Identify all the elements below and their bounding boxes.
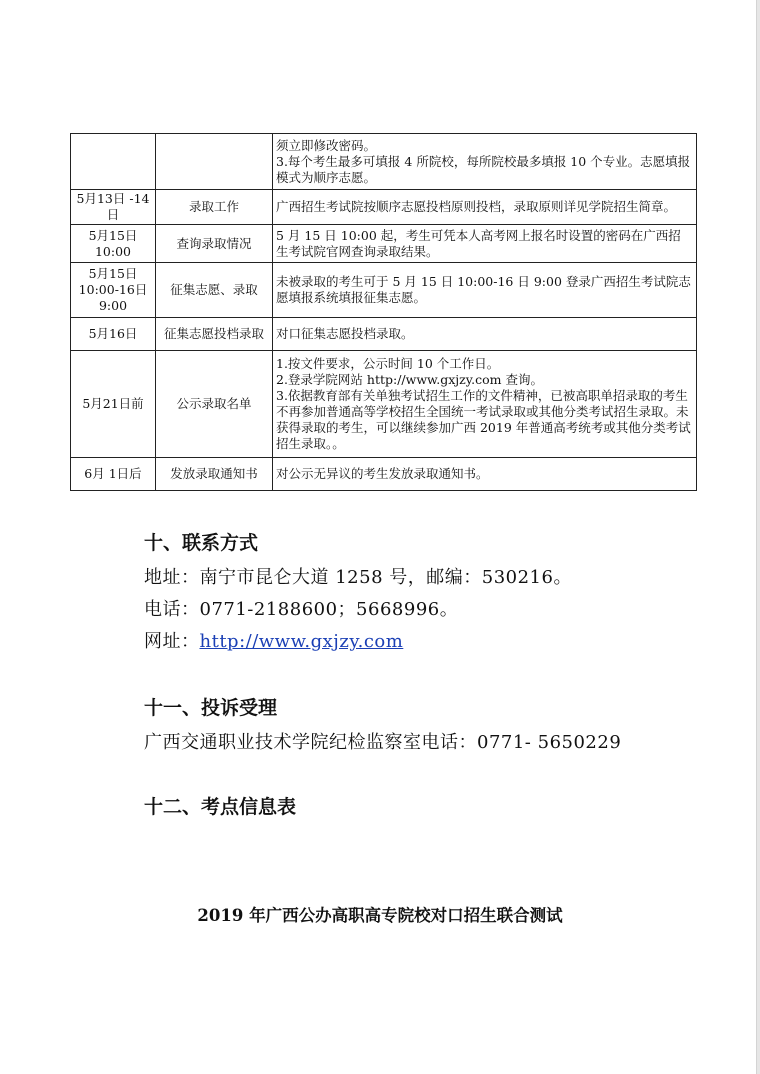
table-row	[71, 225, 697, 263]
date-cell: 5月15日 10:00	[71, 225, 156, 263]
description-line: 广西招生考试院按顺序志愿投档原则投档，录取原则详见学院招生简章。	[276, 199, 677, 214]
item-cell: 发放录取通知书	[156, 458, 273, 491]
item-cell: 查询录取情况	[156, 225, 273, 263]
complaint-heading: 十一、投诉受理	[144, 697, 278, 719]
complaint-text: 广西交通职业技术学院纪检监察室电话：0771- 5650229	[144, 732, 622, 753]
item-cell	[156, 134, 273, 190]
item-cell: 公示录取名单	[156, 351, 273, 458]
table-row	[71, 134, 697, 190]
description-line: 3.每个考生最多可填报 4 所院校，每所院校最多填报 10 个专业。志愿填报模式为顺序志愿。	[276, 153, 691, 185]
date-cell: 5月16日	[71, 318, 156, 351]
description-line: 1.按文件要求，公示时间 10 个工作日。	[276, 356, 500, 371]
date-cell: 5月15日 10:00-16日 9:00	[71, 263, 156, 318]
date-cell: 5月21日前	[71, 351, 156, 458]
admission-schedule-table	[70, 133, 697, 491]
description-cell	[273, 458, 697, 491]
date-cell	[71, 134, 156, 190]
description-cell	[273, 225, 697, 263]
description-line: 对公示无异议的考生发放录取通知书。	[276, 466, 489, 481]
description-cell	[273, 318, 697, 351]
exam-info-heading: 十二、考点信息表	[144, 796, 297, 818]
item-cell: 征集志愿投档录取	[156, 318, 273, 351]
description-line: 须立即修改密码。	[276, 137, 377, 153]
contact-address: 地址：南宁市昆仑大道 1258 号，邮编：530216。	[144, 567, 572, 588]
website-link[interactable]: http://www.gxjzy.com	[199, 631, 404, 652]
description-line: 2.登录学院网站 http://www.gxjzy.com 查询。	[276, 372, 543, 387]
description-cell	[273, 190, 697, 225]
description-cell	[273, 263, 697, 318]
table-row	[71, 318, 697, 351]
contact-website	[144, 627, 403, 653]
contact-heading: 十、联系方式	[144, 532, 259, 554]
description-cell	[273, 351, 697, 458]
description-line: 未被录取的考生可于 5 月 15 日 10:00-16 日 9:00 登录广西招生考试院志愿填报系统填报征集志愿。	[276, 274, 691, 305]
exam-table-title: 2019 年广西公办高职高专院校对口招生联合测试	[197, 906, 563, 925]
item-cell: 录取工作	[156, 190, 273, 225]
description-line: 5 月 15 日 10:00 起，考生可凭本人高考网上报名时设置的密码在广西招生考试院官网查询录取结果。	[276, 227, 681, 259]
table-row	[71, 263, 697, 318]
item-cell: 征集志愿、录取	[156, 263, 273, 318]
description-line: 3.依据教育部有关单独考试招生工作的文件精神，已被高职单招录取的考生不再参加普通高等学校招生全国统一考试录取或其他分类考试招生录取。未获得录取的考生，可以继续参加广西 2019 年普通高考统考或其他分类考试招生录取。。	[276, 388, 691, 451]
table-row	[71, 190, 697, 225]
date-cell: 6月 1日后	[71, 458, 156, 491]
website-label: 网址：	[144, 631, 200, 652]
description-line: 对口征集志愿投档录取。	[276, 326, 414, 341]
description-cell	[273, 134, 697, 190]
date-cell: 5月13日 -14日	[71, 190, 156, 225]
table-row	[71, 351, 697, 458]
table-row	[71, 458, 697, 491]
contact-phone: 电话：0771-2188600；5668996。	[144, 599, 459, 620]
